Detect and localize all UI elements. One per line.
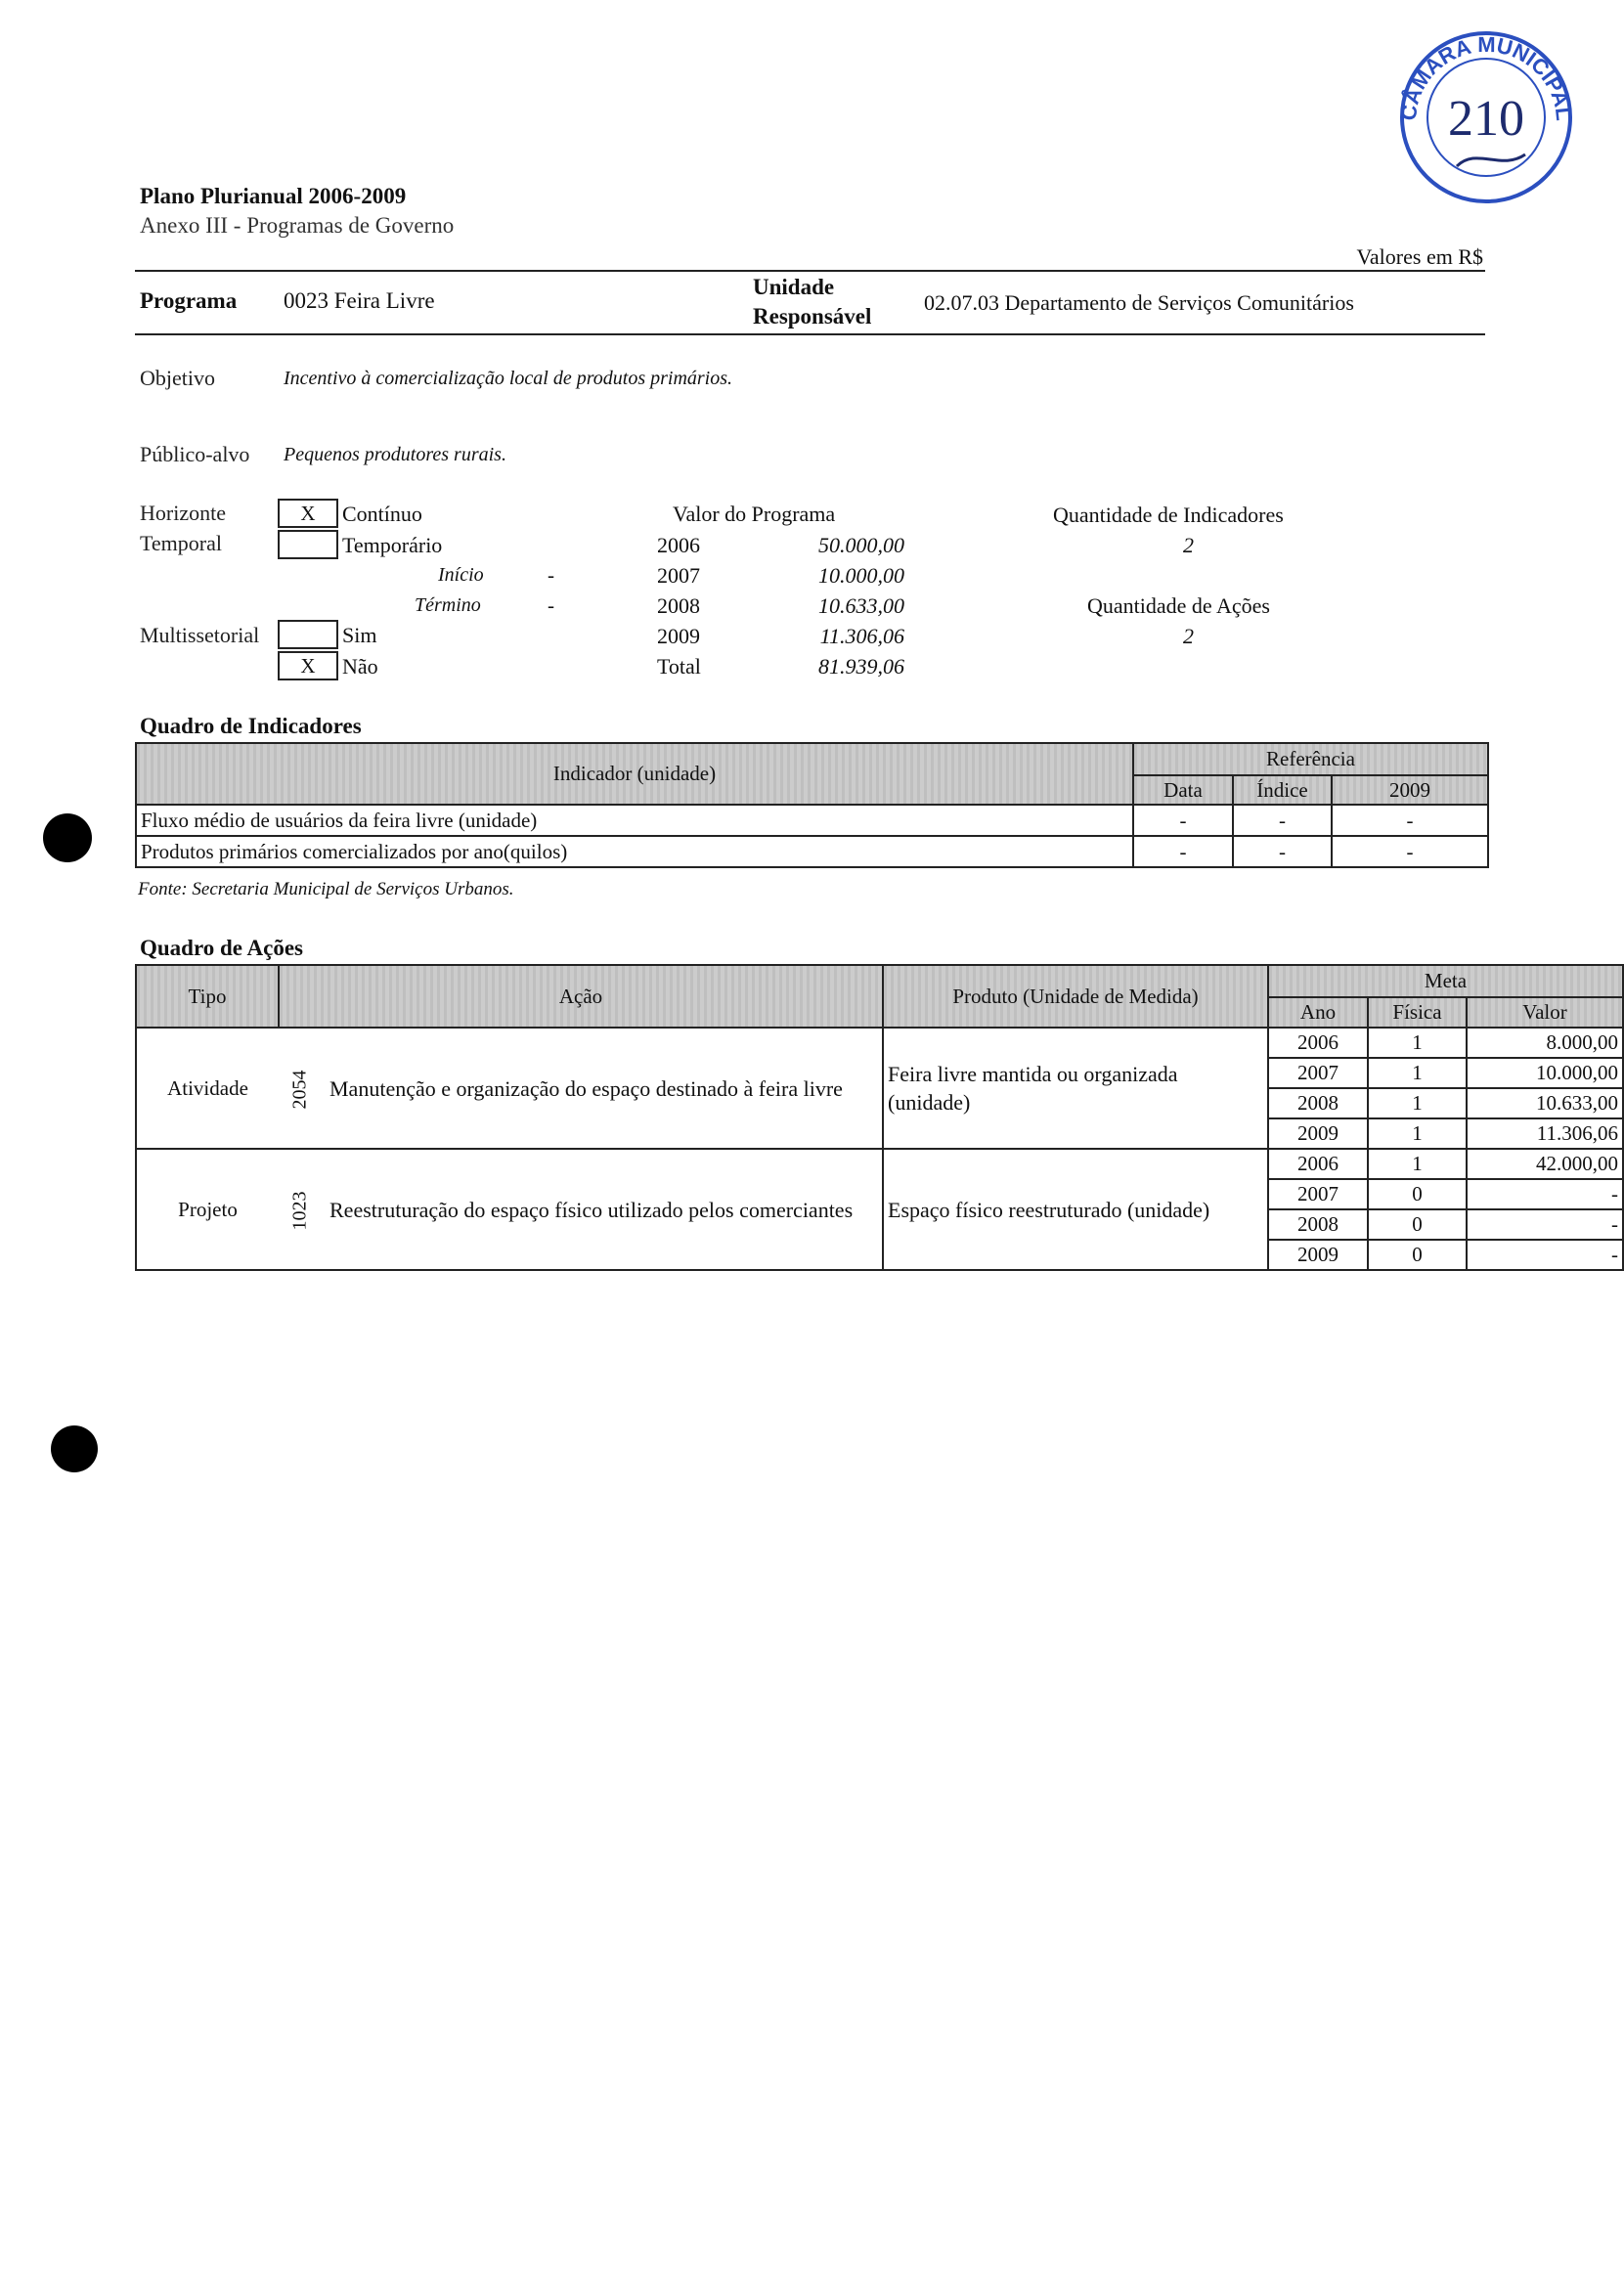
meta-valor-cell: 10.000,00	[1467, 1058, 1623, 1088]
produto-header: Produto (Unidade de Medida)	[883, 965, 1268, 1028]
data-header: Data	[1133, 775, 1233, 805]
meta-header: Meta	[1268, 965, 1623, 997]
valor-header: Valor	[1467, 997, 1623, 1028]
valor-year: 2008	[657, 593, 700, 618]
valor-year: 2007	[657, 563, 700, 588]
valor-amount: 10.000,00	[818, 563, 904, 588]
meta-ano-cell: 2006	[1268, 1028, 1368, 1058]
programa-value: 0023 Feira Livre	[284, 288, 435, 313]
meta-valor-cell: -	[1467, 1209, 1623, 1240]
temporario-label: Temporário	[342, 533, 443, 557]
currency-note: Valores em R$	[1356, 244, 1483, 269]
meta-valor-cell: 11.306,06	[1467, 1118, 1623, 1149]
objetivo-value: Incentivo à comercialização local de produtos primários.	[284, 368, 733, 389]
unidade-responsavel-value: 02.07.03 Departamento de Serviços Comunitários	[924, 290, 1354, 315]
termino-label: Término	[415, 594, 481, 616]
temporario-checkbox[interactable]	[278, 530, 338, 559]
meta-fisica-cell: 1	[1368, 1058, 1467, 1088]
indicadores-section-title: Quadro de Indicadores	[140, 714, 362, 738]
meta-valor-cell: -	[1467, 1240, 1623, 1270]
municipal-stamp	[1388, 20, 1584, 215]
table-row	[136, 1149, 1623, 1179]
inicio-label: Início	[438, 564, 484, 586]
meta-fisica-cell: 0	[1368, 1209, 1467, 1240]
acao-code: 1023	[288, 1191, 311, 1230]
acao-cell: Manutenção e organização do espaço destinado à feira livre	[322, 1028, 883, 1149]
inicio-value: -	[548, 563, 554, 587]
svg-text:210: 210	[1448, 91, 1524, 147]
acao-header: Ação	[279, 965, 883, 1028]
meta-fisica-cell: 0	[1368, 1179, 1467, 1209]
acoes-table	[135, 964, 1624, 1271]
fisica-header: Física	[1368, 997, 1467, 1028]
indicador-cell: Produtos primários comercializados por ano(quilos)	[136, 836, 1133, 867]
meta-ano-cell: 2006	[1268, 1149, 1368, 1179]
continuo-checkbox[interactable]: X	[278, 499, 338, 528]
publico-alvo-label: Público-alvo	[140, 442, 250, 466]
sim-label: Sim	[342, 623, 377, 647]
termino-value: -	[548, 593, 554, 617]
meta-valor-cell: 10.633,00	[1467, 1088, 1623, 1118]
valor-amount: 50.000,00	[818, 533, 904, 557]
meta-ano-cell: 2008	[1268, 1088, 1368, 1118]
indice-cell: -	[1233, 836, 1332, 867]
temporal-label: Temporal	[140, 531, 222, 555]
punch-hole	[51, 1425, 98, 1472]
produto-cell: Feira livre mantida ou organizada (unidade)	[883, 1028, 1268, 1149]
indice-cell: -	[1233, 805, 1332, 836]
meta-fisica-cell: 1	[1368, 1149, 1467, 1179]
data-cell: -	[1133, 836, 1233, 867]
data-cell: -	[1133, 805, 1233, 836]
horizonte-label: Horizonte	[140, 501, 226, 525]
divider	[135, 270, 1485, 272]
multissetorial-label: Multissetorial	[140, 623, 260, 647]
unidade-label-line1: Unidade	[753, 275, 835, 299]
qtd-acoes-value: 2	[1183, 624, 1194, 648]
table-row	[136, 805, 1488, 836]
punch-hole	[43, 813, 92, 862]
valor-amount: 11.306,06	[819, 624, 904, 648]
acao-code: 2054	[288, 1070, 311, 1109]
meta-fisica-cell: 1	[1368, 1088, 1467, 1118]
nao-checkbox[interactable]: X	[278, 651, 338, 680]
tipo-header: Tipo	[136, 965, 279, 1028]
unidade-responsavel-label	[753, 273, 871, 331]
meta-fisica-cell: 0	[1368, 1240, 1467, 1270]
ano-2009-header: 2009	[1332, 775, 1488, 805]
indicadores-source: Fonte: Secretaria Municipal de Serviços Urbanos.	[138, 879, 514, 899]
unidade-label-line2: Responsável	[753, 304, 872, 329]
ano-2009-cell: -	[1332, 836, 1488, 867]
tipo-cell: Atividade	[136, 1028, 279, 1149]
meta-fisica-cell: 1	[1368, 1118, 1467, 1149]
ano-header: Ano	[1268, 997, 1368, 1028]
sim-checkbox[interactable]	[278, 620, 338, 649]
document-subtitle: Anexo III - Programas de Governo	[140, 213, 455, 238]
programa-label: Programa	[140, 288, 238, 313]
referencia-header: Referência	[1133, 743, 1488, 775]
meta-valor-cell: 8.000,00	[1467, 1028, 1623, 1058]
meta-fisica-cell: 1	[1368, 1028, 1467, 1058]
qtd-indicadores-value: 2	[1183, 533, 1194, 557]
meta-valor-cell: -	[1467, 1179, 1623, 1209]
qtd-acoes-label: Quantidade de Ações	[1087, 593, 1270, 618]
ano-2009-cell: -	[1332, 805, 1488, 836]
valor-programa-title: Valor do Programa	[673, 502, 836, 526]
meta-ano-cell: 2009	[1268, 1240, 1368, 1270]
produto-cell: Espaço físico reestruturado (unidade)	[883, 1149, 1268, 1270]
valor-total-amount: 81.939,06	[818, 654, 904, 679]
objetivo-label: Objetivo	[140, 366, 215, 390]
document-title: Plano Plurianual 2006-2009	[140, 184, 407, 208]
meta-ano-cell: 2007	[1268, 1179, 1368, 1209]
meta-ano-cell: 2007	[1268, 1058, 1368, 1088]
table-row	[136, 1028, 1623, 1058]
continuo-label: Contínuo	[342, 502, 422, 526]
table-row	[136, 836, 1488, 867]
valor-year: 2009	[657, 624, 700, 648]
indicador-header: Indicador (unidade)	[136, 743, 1133, 805]
valor-year: 2006	[657, 533, 700, 557]
divider	[135, 333, 1485, 335]
acao-code-cell	[279, 1149, 322, 1270]
qtd-indicadores-label: Quantidade de Indicadores	[1053, 503, 1284, 527]
stamp-seal-icon	[1388, 20, 1584, 215]
publico-alvo-value: Pequenos produtores rurais.	[284, 444, 506, 465]
meta-valor-cell: 42.000,00	[1467, 1149, 1623, 1179]
indice-header: Índice	[1233, 775, 1332, 805]
tipo-cell: Projeto	[136, 1149, 279, 1270]
indicador-cell: Fluxo médio de usuários da feira livre (unidade)	[136, 805, 1133, 836]
valor-total-label: Total	[657, 654, 701, 679]
svg-text:CÂMARA MUNICIPAL: CÂMARA MUNICIPAL	[1395, 31, 1577, 122]
valor-amount: 10.633,00	[818, 593, 904, 618]
acoes-section-title: Quadro de Ações	[140, 936, 303, 960]
meta-ano-cell: 2009	[1268, 1118, 1368, 1149]
acao-cell: Reestruturação do espaço físico utilizado pelos comerciantes	[322, 1149, 883, 1270]
indicadores-table	[135, 742, 1489, 868]
meta-ano-cell: 2008	[1268, 1209, 1368, 1240]
acao-code-cell	[279, 1028, 322, 1149]
nao-label: Não	[342, 654, 378, 679]
